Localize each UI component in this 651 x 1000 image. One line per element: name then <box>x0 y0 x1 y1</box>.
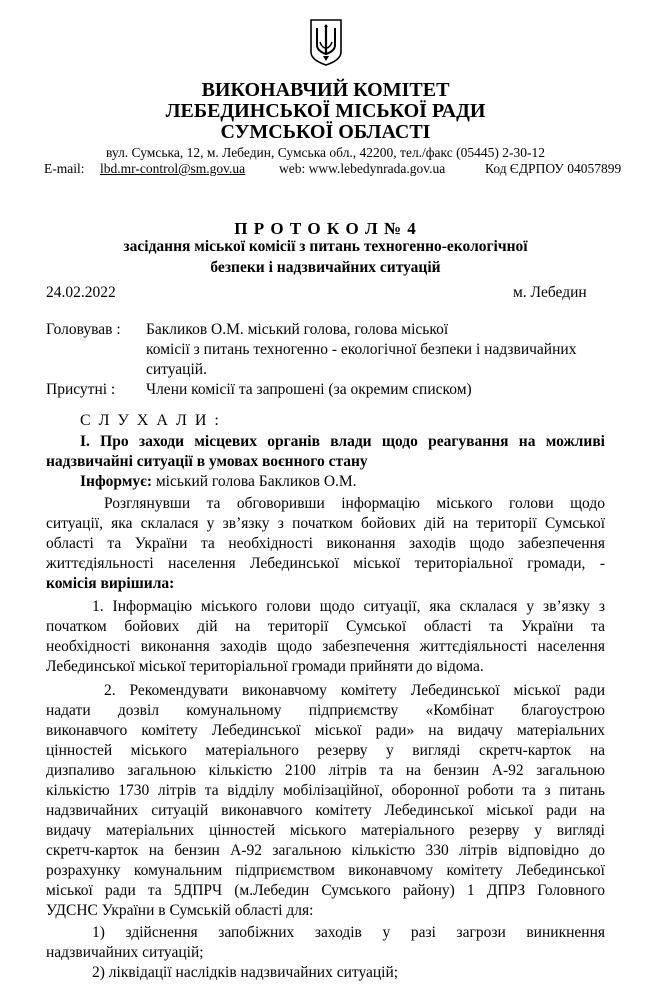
p3-line11: міської ради та 5ДПРЧ (м.Лебедин Сумського району) 1 ДПРЗ Головного <box>46 882 605 899</box>
p3-line10: розрахунку комунальним підприємством виконавчому комітету Лебединської <box>46 862 605 879</box>
p3-line7: надзвичайних ситуацій виконавчого комітету Лебединської міської ради на <box>46 802 605 819</box>
chair-text-line3: ситуацій. <box>146 361 207 378</box>
p3-line12: УДСНС України в Сумській області для: <box>46 902 314 919</box>
p3-line6: кількістю 1730 літрів та відділу мобілізаційної, оборонної роботи та з питань <box>46 782 605 799</box>
chair-text-line2: комісії з питань техногенно - екологічної безпеки і надзвичайних <box>146 341 577 358</box>
org-website[interactable]: web: www.lebedynrada.gov.ua <box>279 161 446 176</box>
p1-line4: життєдіяльності населення Лебединської міської територіальної громади, - <box>46 555 605 572</box>
agenda-item-line2: надзвичайні ситуації в умовах воєнного стану <box>46 453 368 470</box>
p2-line2: початком бойових дій на території Сумської області та України та <box>46 618 605 635</box>
decision-heading: комісія вирішила: <box>46 575 175 592</box>
informs-line <box>80 471 357 492</box>
p2-line3: необхідності виконання заходів щодо забезпечення життєдіяльності населення <box>46 638 605 655</box>
informs-label: Інформує: <box>80 473 152 490</box>
org-address: вул. Сумська, 12, м. Лебедин, Сумська обл., 42200, тел./факс (05445) 2-30-12 <box>106 145 545 160</box>
list-item-2: 2) ліквідації наслідків надзвичайних ситуацій; <box>92 964 399 981</box>
p2-line1: 1. Інформацію міського голови щодо ситуації, яка склалася у зв’язку з <box>92 598 605 615</box>
p1-line1: Розглянувши та обговоривши інформацію міського голови щодо <box>104 495 605 512</box>
p3-line9: скретч-карток на бензин А-92 загальною кількістю 330 літрів відповідно до <box>46 842 605 859</box>
protocol-subtitle-line2: безпеки і надзвичайних ситуацій <box>210 259 441 276</box>
protocol-date: 24.02.2022 <box>46 284 116 301</box>
list-item-1-line1: 1) здійснення запобіжних заходів у разі загрози виникнення <box>92 924 605 941</box>
p1-line2: ситуації, яка склалася у зв’язку з початком бойових дій на території Сумської <box>46 515 605 532</box>
hearing-title: С Л У Х А Л И : <box>80 412 221 429</box>
org-name-line3: СУМСЬКОЇ ОБЛАСТІ <box>220 121 431 143</box>
informs-text: міський голова Бакликов О.М. <box>152 473 357 490</box>
agenda-item-line1: І. Про заходи місцевих органів влади щодо реагування на можливі <box>80 433 605 450</box>
org-edrpou-code: Код ЄДРПОУ 04057899 <box>485 161 622 176</box>
protocol-title: П Р О Т О К О Л № 4 <box>234 219 417 238</box>
chair-text-line1: Бакликов О.М. міський голова, голова міської <box>146 321 449 338</box>
p3-line3: виконавчого комітету Лебединської міської ради» на видачу матеріальних <box>46 722 605 739</box>
present-label: Присутні : <box>46 381 116 398</box>
p1-line3: області та України та необхідності виконання заходів щодо забезпечення <box>46 535 605 552</box>
coat-of-arms-icon <box>309 18 343 66</box>
p3-line8: видачу матеріальних цінностей міського матеріального резерву у вигляді <box>46 822 605 839</box>
p3-line1: 2. Рекомендувати виконавчому комітету Лебединської міської ради <box>104 682 605 699</box>
org-email-link[interactable]: lbd.mr-control@sm.gov.ua <box>100 161 246 176</box>
org-name-line2: ЛЕБЕДИНСЬКОЇ МІСЬКОЇ РАДИ <box>165 100 486 122</box>
p3-line4: цінностей міського матеріального резерву у вигляді скретч-карток на <box>46 742 605 759</box>
list-item-1-line2: надзвичайних ситуацій; <box>46 944 204 961</box>
org-name-line1: ВИКОНАВЧИЙ КОМІТЕТ <box>201 79 450 101</box>
present-text: Члени комісії та запрошені (за окремим списком) <box>146 381 472 398</box>
protocol-subtitle-line1: засідання міської комісії з питань техногенно-екологічної <box>123 238 528 255</box>
protocol-city: м. Лебедин <box>513 284 587 301</box>
p2-line4: Лебединської міської територіальної громади прийняти до відома. <box>46 658 484 675</box>
chair-label: Головував : <box>46 321 121 338</box>
p3-line2: надати дозвіл комунальному підприємству «Комбінат благоустрою <box>46 702 605 719</box>
org-email-label: E-mail: <box>44 161 85 176</box>
p3-line5: дизпаливо загальною кількістю 2100 літрів та на бензин А-92 загальною <box>46 762 605 779</box>
